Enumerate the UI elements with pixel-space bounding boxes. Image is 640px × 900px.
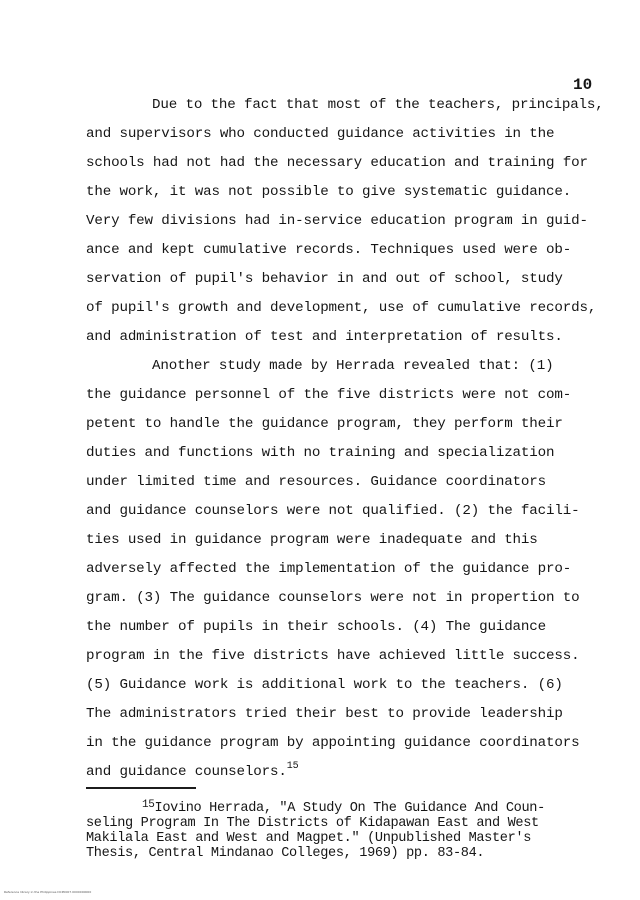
page-number: 10 (573, 76, 593, 94)
text-line: the guidance personnel of the five districts were not com- (86, 387, 572, 403)
body-text (86, 91, 606, 787)
text-line: duties and functions with no training and specialization (86, 445, 555, 461)
footnote-marker: 15 (142, 799, 155, 811)
text-line: The administrators tried their best to provide leadership (86, 706, 563, 722)
text-line: of pupil's growth and development, use of cumulative records, (86, 300, 597, 316)
text-line: in the guidance program by appointing guidance coordinators (86, 735, 580, 751)
text-line: adversely affected the implementation of the guidance pro- (86, 561, 572, 577)
text-line: Very few divisions had in-service education program in guid- (86, 213, 588, 229)
text-line: and guidance counselors were not qualified. (2) the facili- (86, 503, 580, 519)
text-line: Another study made by Herrada revealed that: (1) (152, 358, 554, 374)
scan-source-label: Reference library in the Philippines DCP0007·0000000000 (4, 890, 92, 894)
footnote-line: Thesis, Central Mindanao Colleges, 1969) pp. 83-84. (86, 846, 485, 861)
text-line: ties used in guidance program were inadequate and this (86, 532, 538, 548)
text-line: ance and kept cumulative records. Techniques used were ob- (86, 242, 572, 258)
footnote-line: seling Program In The Districts of Kidapawan East and West (86, 816, 539, 831)
text-line: under limited time and resources. Guidance coordinators (86, 474, 547, 490)
footnote-reference: 15 (286, 761, 299, 772)
text-line: servation of pupil's behavior in and out of school, study (86, 271, 563, 287)
text-line: and administration of test and interpretation of results. (86, 329, 563, 345)
text-line-content: and guidance counselors. (86, 764, 287, 780)
footnote-line: Makilala East and West and Magpet." (Unpublished Master's (86, 831, 532, 846)
text-line: gram. (3) The guidance counselors were not in propertion to (86, 590, 580, 606)
text-line: petent to handle the guidance program, they perform their (86, 416, 563, 432)
text-line: (5) Guidance work is additional work to the teachers. (6) (86, 677, 563, 693)
text-line: and supervisors who conducted guidance activities in the (86, 126, 555, 142)
text-line: Due to the fact that most of the teachers, principals, (152, 97, 604, 113)
text-line: schools had not had the necessary education and training for (86, 155, 588, 171)
text-line-with-footnote-ref (86, 758, 606, 787)
text-line: the work, it was not possible to give systematic guidance. (86, 184, 572, 200)
footnote-divider (86, 787, 196, 789)
footnote (86, 801, 606, 861)
text-line: program in the five districts have achieved little success. (86, 648, 580, 664)
footnote-line (86, 801, 606, 816)
footnote-line-content: Iovino Herrada, "A Study On The Guidance And Coun- (154, 801, 545, 816)
text-line: the number of pupils in their schools. (4) The guidance (86, 619, 547, 635)
